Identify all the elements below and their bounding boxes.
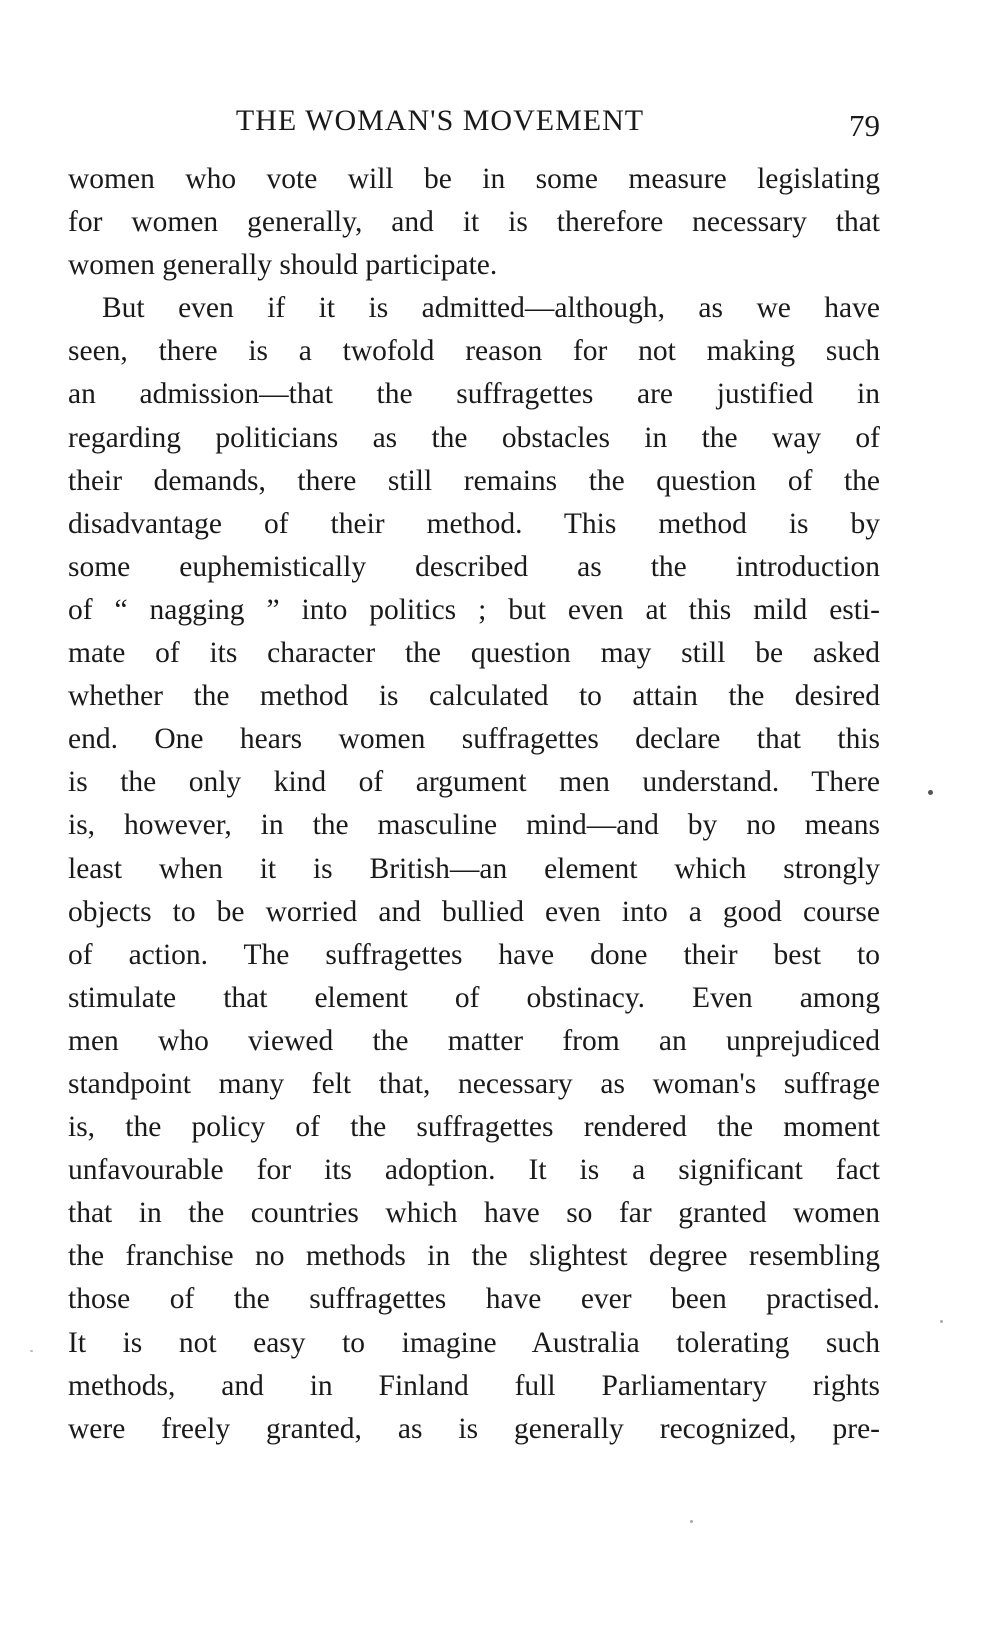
text-line: were freely granted, as is generally recognized, pre-	[68, 1412, 880, 1445]
body-text	[68, 158, 880, 1451]
text-line: the franchise no methods in the slightest degree resembling	[68, 1240, 880, 1273]
text-line: is, however, in the masculine mind—and by no means	[68, 809, 880, 842]
text-line: seen, there is a twofold reason for not making such	[68, 335, 880, 368]
text-line: disadvantage of their method. This method is by	[68, 507, 880, 540]
text-line: that in the countries which have so far granted women	[68, 1197, 880, 1230]
text-line: methods, and in Finland full Parliamentary rights	[68, 1369, 880, 1402]
text-line: standpoint many felt that, necessary as woman's suffrage	[68, 1067, 880, 1100]
text-line: men who viewed the matter from an unprejudiced	[68, 1024, 880, 1057]
text-line: least when it is British—an element which strongly	[68, 852, 880, 885]
text-line: stimulate that element of obstinacy. Even among	[68, 981, 880, 1014]
print-speck	[928, 790, 933, 795]
text-line: their demands, there still remains the question of the	[68, 464, 880, 497]
print-speck	[30, 1350, 33, 1352]
running-head	[68, 100, 880, 150]
print-speck	[690, 1520, 693, 1523]
print-speck	[940, 1320, 943, 1323]
text-line: objects to be worried and bullied even into a good course	[68, 895, 880, 928]
text-line: end. One hears women suffragettes declare that this	[68, 723, 880, 756]
text-line: for women generally, and it is therefore necessary that	[68, 206, 880, 239]
text-line: regarding politicians as the obstacles in the way of	[68, 421, 880, 454]
text-line: But even if it is admitted—although, as we have	[102, 292, 880, 325]
text-line: is, the policy of the suffragettes rendered the moment	[68, 1111, 880, 1144]
text-line: It is not easy to imagine Australia tolerating such	[68, 1326, 880, 1359]
text-line: some euphemistically described as the introduction	[68, 550, 880, 583]
text-line: women who vote will be in some measure legislating	[68, 163, 880, 195]
text-line: is the only kind of argument men understand. There	[68, 766, 880, 799]
text-line: women generally should participate.	[68, 249, 498, 282]
text-line: mate of its character the question may still be asked	[68, 637, 880, 670]
text-line: those of the suffragettes have ever been practised.	[68, 1283, 880, 1316]
text-line: of “ nagging ” into politics ; but even at this mild esti-	[68, 593, 880, 626]
text-line: unfavourable for its adoption. It is a significant fact	[68, 1154, 880, 1187]
running-title: THE WOMAN'S MOVEMENT	[235, 104, 645, 137]
text-line: of action. The suffragettes have done their best to	[68, 938, 880, 971]
page-number: 79	[849, 108, 880, 143]
text-line: an admission—that the suffragettes are justified in	[68, 378, 880, 411]
text-line: whether the method is calculated to attain the desired	[68, 680, 880, 713]
